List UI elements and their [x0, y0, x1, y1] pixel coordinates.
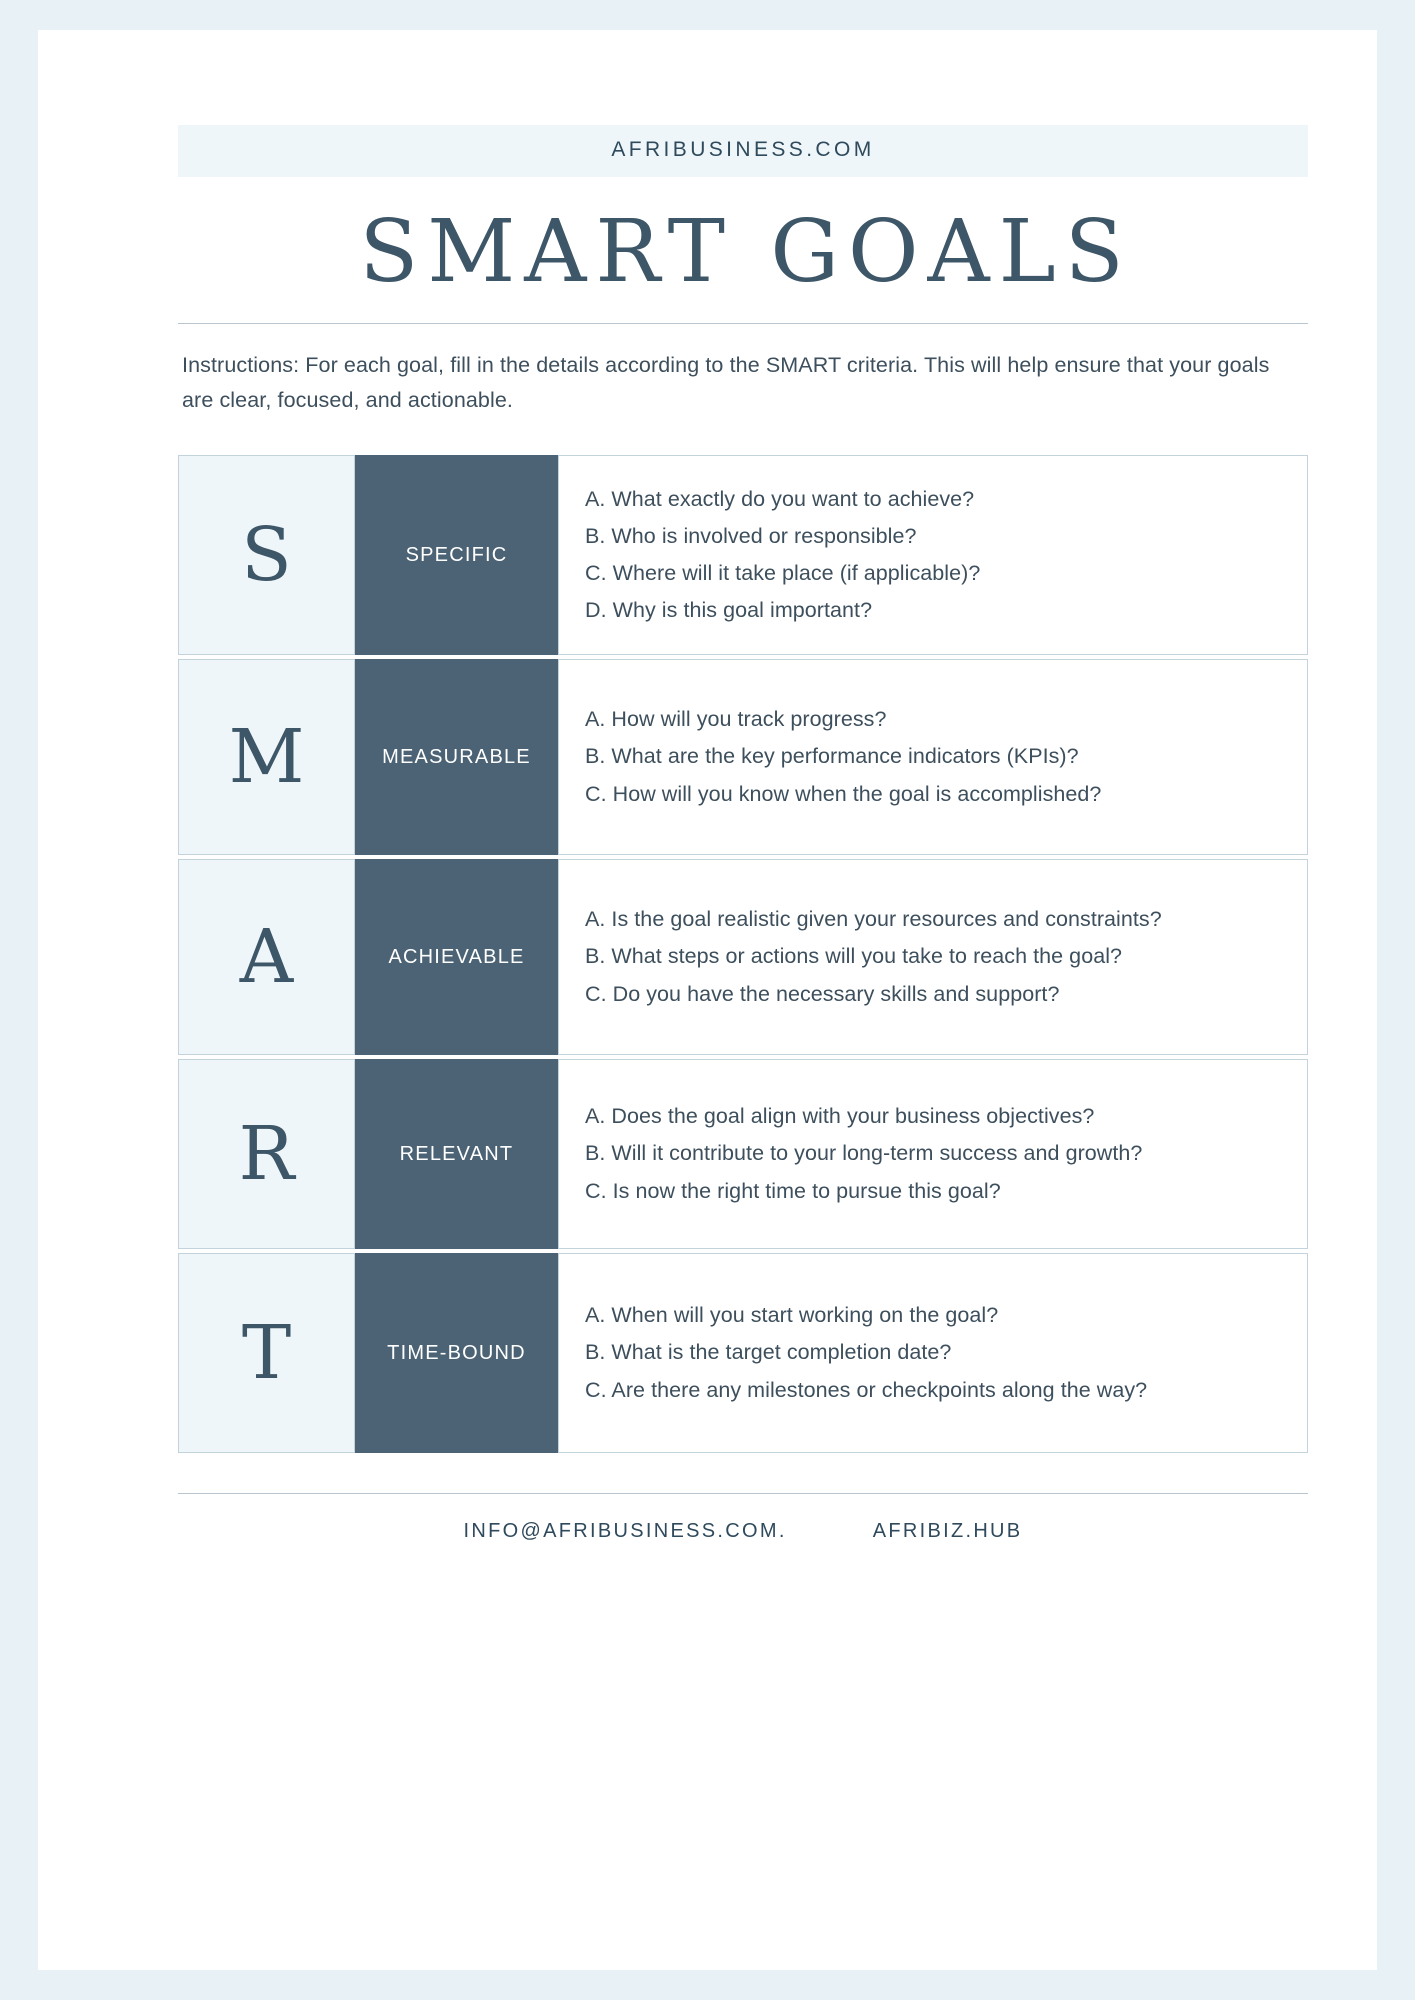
- row-questions-achievable: [558, 859, 1308, 1055]
- footer-divider: [178, 1493, 1308, 1494]
- question-item: D. Why is this goal important?: [585, 598, 873, 623]
- smart-goals-table: [178, 455, 1308, 1453]
- row-label-relevant: RELEVANT: [355, 1059, 558, 1249]
- row-letter-t: T: [178, 1253, 355, 1453]
- table-row: [178, 1253, 1308, 1453]
- question-item: C. Is now the right time to pursue this goal?: [585, 1178, 1001, 1203]
- table-row: [178, 659, 1308, 855]
- row-label-achievable: ACHIEVABLE: [355, 859, 558, 1055]
- row-letter-r: R: [178, 1059, 355, 1249]
- question-item: B. What are the key performance indicators (KPIs)?: [585, 744, 1079, 769]
- row-questions-relevant: [558, 1059, 1308, 1249]
- worksheet-content: [178, 125, 1308, 1543]
- header-divider: [178, 323, 1308, 324]
- table-row: [178, 1059, 1308, 1249]
- row-letter-m: M: [178, 659, 355, 855]
- row-label-time-bound: TIME-BOUND: [355, 1253, 558, 1453]
- question-item: B. What steps or actions will you take to reach the goal?: [585, 944, 1123, 969]
- worksheet-page: [38, 30, 1377, 1970]
- question-item: A. When will you start working on the goal?: [585, 1303, 999, 1328]
- row-questions-time-bound: [558, 1253, 1308, 1453]
- instructions-text: Instructions: For each goal, fill in the details according to the SMART criteria. This will help ensure that your goals are clear, focused, and actionable.: [182, 353, 1270, 412]
- question-item: B. Will it contribute to your long-term success and growth?: [585, 1141, 1143, 1166]
- row-label-measurable: MEASURABLE: [355, 659, 558, 855]
- row-questions-measurable: [558, 659, 1308, 855]
- row-letter-a: A: [178, 859, 355, 1055]
- table-row: [178, 859, 1308, 1055]
- question-item: A. Is the goal realistic given your resources and constraints?: [585, 907, 1162, 932]
- row-label-specific: SPECIFIC: [355, 455, 558, 655]
- footer-handle: AFRIBIZ.HUB: [872, 1520, 1023, 1543]
- page-title: SMART GOALS: [359, 202, 1133, 302]
- row-letter-s: S: [178, 455, 355, 655]
- brand-bar: [178, 125, 1308, 177]
- footer-email: INFO@AFRIBUSINESS.COM.: [463, 1520, 787, 1543]
- question-item: C. How will you know when the goal is accomplished?: [585, 781, 1102, 806]
- table-row: [178, 455, 1308, 655]
- question-item: C. Where will it take place (if applicable)?: [585, 561, 981, 586]
- question-item: B. What is the target completion date?: [585, 1340, 952, 1365]
- question-item: A. What exactly do you want to achieve?: [585, 486, 975, 511]
- row-questions-specific: [558, 455, 1308, 655]
- footer: [178, 1520, 1308, 1543]
- question-item: C. Are there any milestones or checkpoints along the way?: [585, 1377, 1148, 1402]
- question-item: C. Do you have the necessary skills and support?: [585, 981, 1060, 1006]
- brand-website: AFRIBUSINESS.COM: [611, 138, 875, 161]
- question-item: A. Does the goal align with your business objectives?: [585, 1104, 1095, 1129]
- question-item: B. Who is involved or responsible?: [585, 523, 917, 548]
- question-item: A. How will you track progress?: [585, 707, 887, 732]
